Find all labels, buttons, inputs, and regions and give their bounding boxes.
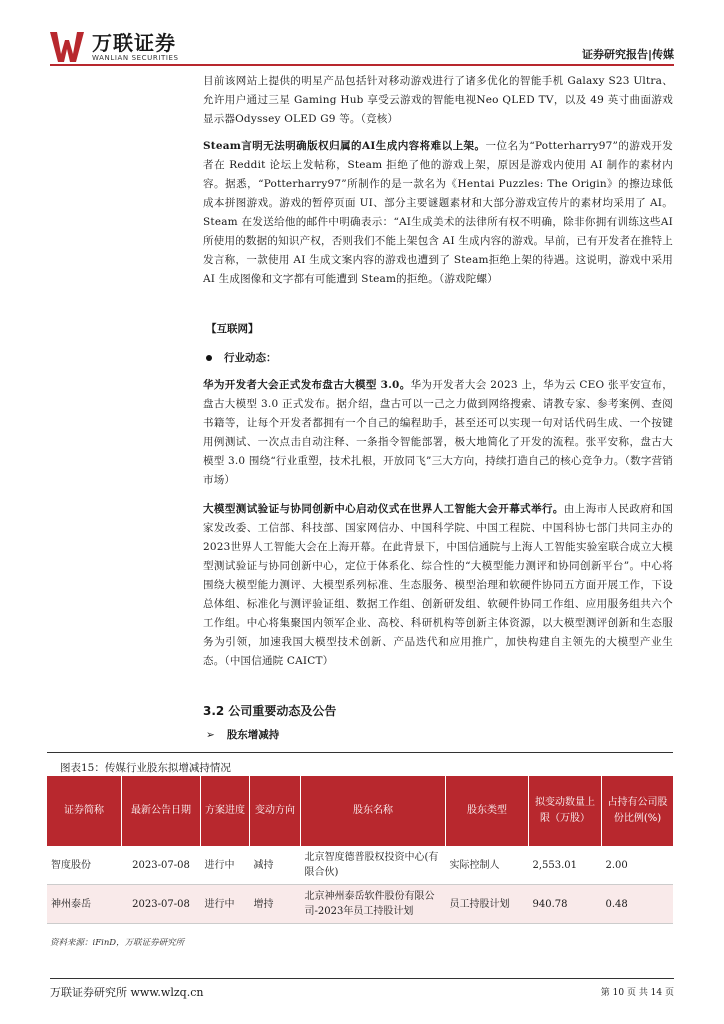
col-header: 股东名称: [301, 776, 446, 846]
table-cell: 减持: [250, 846, 301, 885]
table-cell: 实际控制人: [446, 846, 529, 885]
steam-body: 一位名为“Potterharry97”的游戏开发者在 Reddit 论坛上发帖称，Steam 拒绝了他的游戏上架，原因是游戏内使用 AI 制作的素材内容。据悉，“Potterharry97”所制作的是一款名为《Hentai Puzzles: The Origin》的擦边球低成本拼图游戏。游戏的暂停页面 UI、部分主要谜题素材和大部分游戏宣传片的素材均采用了 AI。Steam 在发送给他的邮件中明确表示：“AI生成美术的法律所有权不明确，除非你拥有训练这些AI所使用的数据的知识产权，否则我们不能上架包含 AI 生成内容的游戏。早前，已有开发者在推特上发言称，一款使用 AI 生成文案内容的游戏也遭到了 Steam拒绝上架的待遇。这说明，游戏中采用 AI 生成图像和文字都有可能遭到 Steam的拒绝。（游戏陀螺）: [203, 140, 673, 285]
table-row: [47, 885, 673, 924]
table-cell: 北京智度德普股权投资中心(有限合伙): [301, 846, 446, 885]
data-source-note: 资料来源：iFinD，万联证券研究所: [50, 938, 185, 948]
figure-top-rule: [47, 752, 673, 753]
ai-conference-body: 由上海市人民政府和国家发改委、工信部、科技部、国家网信办、中国科学院、中国工程院、中国科协七部门共同主办的2023世界人工智能大会在上海开幕。在此背景下，中国信通院与上海人工智能实验室联合成立大模型测试验证与协同创新中心，定位于体系化、综合性的“大模型能力测评和协同创新平台”。中心将围绕大模型能力测评、大模型系列标准、生态服务、模型治理和软硬件协同五方面开展工作，下设总体组、标准化与测评验证组、数据工作组、创新研发组、软硬件协同工作组、应用服务组共六个工作组。中心将集聚国内领军企业、高校、科研机构等创新主体资源，以大模型测评创新和生态服务为引领，加速我国大模型技术创新、产品迭代和应用推广，加快构建自主领先的大模型产业生态。（中国信通院 CAICT）: [203, 503, 673, 667]
ai-conference-headline: 大模型测试验证与协同创新中心启动仪式在世界人工智能大会开幕式举行。: [203, 503, 564, 515]
paragraph-ai-conference: [203, 500, 673, 671]
paragraph-steam: [203, 137, 673, 289]
table-row: [47, 846, 673, 885]
page-number: 第 10 页 共 14 页: [600, 988, 674, 998]
steam-headline: Steam言明无法明确版权归属的AI生成内容将难以上架。: [203, 140, 486, 152]
wanlian-logo-icon: [50, 32, 84, 62]
figure-title: 图表15：传媒行业股东拟增减持情况: [60, 762, 231, 774]
industry-news-bullet: [206, 350, 277, 365]
logo-chinese-name: 万联证券: [92, 31, 176, 55]
company-logo: [50, 32, 179, 62]
col-header: 最新公告日期: [122, 776, 201, 846]
table-cell: 增持: [250, 885, 301, 924]
paragraph-samsung: 目前该网站上提供的明星产品包括针对移动游戏进行了诸多优化的智能手机 Galaxy S23 Ultra、允许用户通过三星 Gaming Hub 享受云游戏的智能电视Neo QLED TV，以及 49 英寸曲面游戏显示器Odyssey OLED G9 等。（竞核）: [203, 75, 673, 125]
table-cell: 进行中: [201, 885, 250, 924]
table-cell: 2,553.01: [529, 846, 602, 885]
header-divider: [50, 64, 674, 66]
logo-english-name: WANLIAN SECURITIES: [92, 54, 179, 62]
paragraph-huawei: [203, 376, 673, 490]
huawei-body: 华为开发者大会 2023 上，华为云 CEO 张平安宣布，盘古大模型 3.0 正式发布。据介绍，盘古可以一己之力做到网络搜索、请教专家、参考案例、查阅书籍等，让每个开发者都拥有一个自己的编程助手，甚至还可以实现一句对话代码生成、一个按键用例测试、一次点击自动注释、一条指令智能部署，极大地简化了开发的流程。张平安称，盘古大模型 3.0 围绕“行业重塑，技术扎根，开放同飞”三大方向，持续打造自己的核心竞争力。（数字营销市场）: [203, 379, 673, 486]
bullet-icon: [206, 355, 212, 361]
table-cell: 2.00: [602, 846, 674, 885]
arrow-icon: ➢: [206, 729, 215, 741]
bullet-label: 行业动态：: [224, 352, 277, 364]
huawei-headline: 华为开发者大会正式发布盘古大模型 3.0。: [203, 379, 411, 391]
col-header: 股东类型: [446, 776, 529, 846]
table-header-row: [47, 776, 673, 846]
table-cell: 北京神州泰岳软件股份有限公司-2023年员工持股计划: [301, 885, 446, 924]
section-heading: 3.2 公司重要动态及公告: [203, 704, 337, 718]
subsection-heading: [206, 727, 279, 742]
col-header: 方案进度: [201, 776, 250, 846]
col-header: 拟变动数量上限（万股）: [529, 776, 602, 846]
table-cell: 0.48: [602, 885, 674, 924]
table-cell: 智度股份: [47, 846, 122, 885]
table-cell: 进行中: [201, 846, 250, 885]
col-header: 证券简称: [47, 776, 122, 846]
section-internet: 【互联网】: [206, 323, 259, 335]
table-cell: 940.78: [529, 885, 602, 924]
report-type: 证券研究报告|传媒: [581, 48, 674, 61]
footer-website: 万联证券研究所 www.wlzq.cn: [50, 986, 204, 999]
footer-divider: [50, 978, 674, 979]
table-cell: 神州泰岳: [47, 885, 122, 924]
table-cell: 2023-07-08: [122, 885, 201, 924]
table-cell: 2023-07-08: [122, 846, 201, 885]
subsection-label: 股东增减持: [226, 729, 280, 741]
shareholder-table: [47, 776, 673, 924]
col-header: 变动方向: [250, 776, 301, 846]
col-header: 占持有公司股份比例(%): [602, 776, 674, 846]
table-cell: 员工持股计划: [446, 885, 529, 924]
